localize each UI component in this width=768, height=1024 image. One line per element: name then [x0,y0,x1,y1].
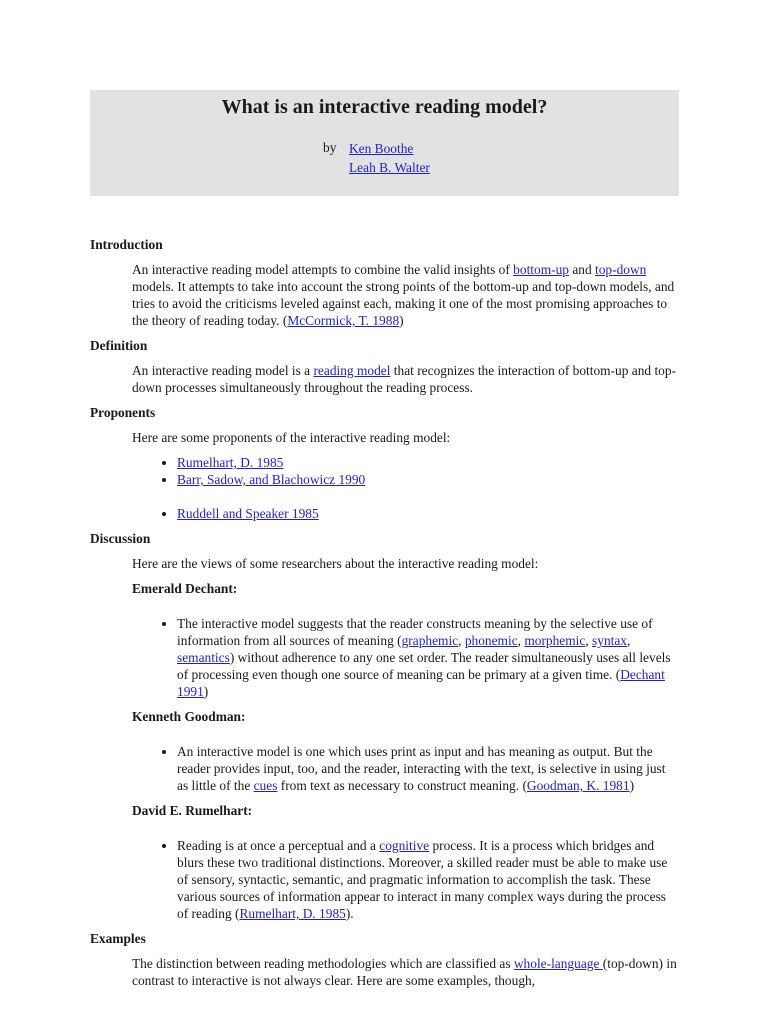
heading-introduction: Introduction [90,237,163,252]
heading-examples: Examples [90,931,146,946]
dechant-list [90,615,678,700]
link-rumelhart-1985-cite[interactable]: Rumelhart, D. 1985 [239,906,346,921]
link-top-down[interactable]: top-down [595,262,647,277]
link-morphemic[interactable]: morphemic [524,633,586,648]
examples-paragraph: The distinction between reading methodologies which are classified as whole-language (top-down) in contrast to interactive is not always clear. Here are some examples, though, [132,956,677,988]
researcher-name-goodman: Kenneth Goodman: [132,709,246,724]
proponents-list [90,454,678,522]
link-dechant-1991[interactable]: Dechant 1991 [177,667,665,699]
heading-proponents: Proponents [90,405,156,420]
title-box [90,90,679,196]
link-semantics[interactable]: semantics [177,650,230,665]
rumelhart-list [90,837,678,922]
link-mccormick-1988[interactable]: McCormick, T. 1988 [287,313,400,328]
byline-by: by [323,140,337,155]
discussion-intro: Here are the views of some researchers about the interactive reading model: [132,556,539,571]
list-item: • An interactive model is one which uses print as input and has meaning as output. But the reader provides input, too, and the reader, interacting with the text, is selective in using just as little of the cues from text as necessary to construct meaning. (Goodman, K. 1981) [177,743,678,794]
article-body [90,236,678,989]
list-item: • The interactive model suggests that the reader constructs meaning by the selective use of information from all sources of meaning (graphemic, phonemic, morphemic, syntax, semantics) without adherence to any one set order. The reader simultaneously uses all levels of processing even though one source of meaning can be primary at a given time. (Dechant 1991) [177,615,678,700]
link-ruddell-speaker-1985[interactable]: Ruddell and Speaker 1985 [177,506,319,521]
author-link-ken-boothe[interactable]: Ken Boothe [349,141,414,156]
list-item [177,454,678,471]
link-barr-sadow-blachowicz-1990[interactable]: Barr, Sadow, and Blachowicz 1990 [177,472,366,487]
link-rumelhart-1985[interactable]: Rumelhart, D. 1985 [177,455,284,470]
link-reading-model[interactable]: reading model [313,363,391,378]
goodman-list [90,743,678,794]
list-item: • Reading is at once a perceptual and a cognitive process. It is a process which bridges and blurs these two traditional distinctions. Moreover, a skilled reader must be able to make use of sensory, syntactic, semantic, and pragmatic information to accomplish the task. These various sources of information appear to interact in many complex ways during the process of reading (Rumelhart, D. 1985). [177,837,678,922]
researcher-name-dechant: Emerald Dechant: [132,581,238,596]
link-bottom-up[interactable]: bottom-up [513,262,569,277]
researcher-name-rumelhart: David E. Rumelhart: [132,803,253,818]
proponents-intro: Here are some proponents of the interactive reading model: [132,430,451,445]
introduction-paragraph: An interactive reading model attempts to combine the valid insights of bottom-up and top-down models. It attempts to take into account the strong points of the bottom-up and top-down models, and tries to avoid the criticisms leveled against each, making it one of the most promising approaches to the theory of reading today. (McCormick, T. 1988) [132,262,675,328]
author-list [349,139,430,177]
link-phonemic[interactable]: phonemic [464,633,518,648]
heading-definition: Definition [90,338,148,353]
heading-discussion: Discussion [90,531,151,546]
link-cues[interactable]: cues [253,778,278,793]
list-item [177,505,678,522]
link-whole-language[interactable]: whole-language [513,956,603,971]
author-link-leah-walter[interactable]: Leah B. Walter [349,160,430,175]
link-syntax[interactable]: syntax [592,633,627,648]
link-graphemic[interactable]: graphemic [401,633,459,648]
link-cognitive[interactable]: cognitive [379,838,430,853]
definition-paragraph: An interactive reading model is a reading model that recognizes the interaction of bottom-up and top-down processes simultaneously throughout the reading process. [132,363,677,395]
list-item [177,471,678,488]
link-goodman-1981[interactable]: Goodman, K. 1981 [526,778,630,793]
page-title: What is an interactive reading model? [221,96,548,118]
